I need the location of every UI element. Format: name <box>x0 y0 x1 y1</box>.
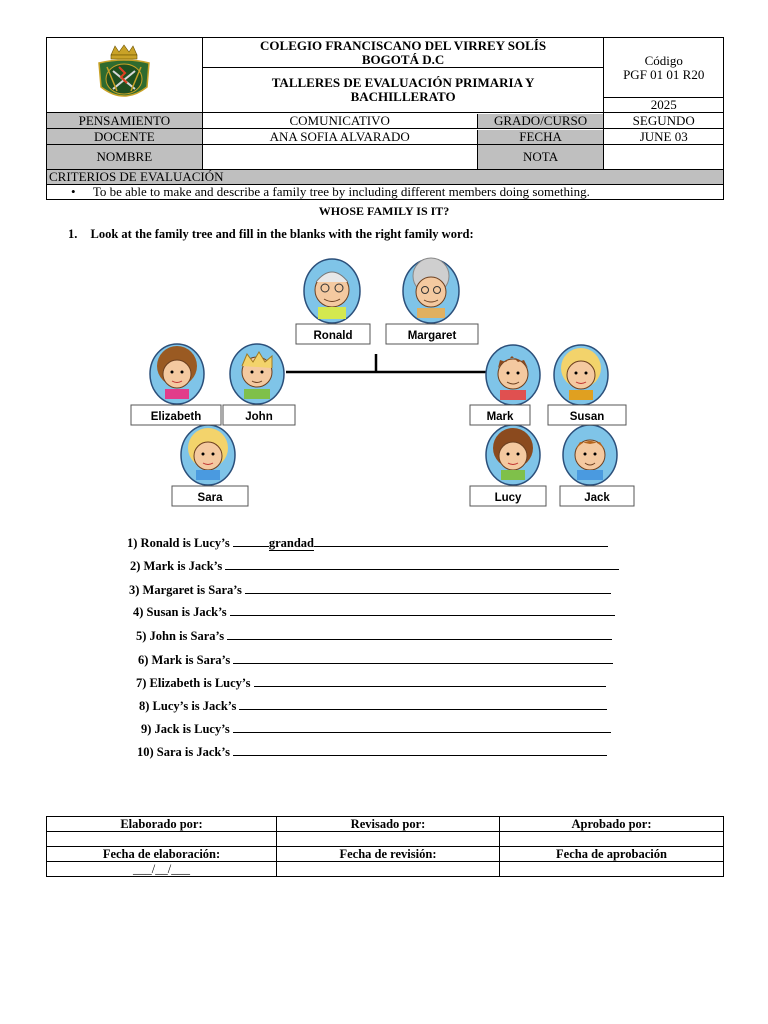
workshop-title: TALLERES DE EVALUACIÓN PRIMARIA Y <box>271 75 535 90</box>
pensamiento-label: PENSAMIENTO <box>47 113 203 129</box>
header-table <box>46 37 724 200</box>
bullet: • <box>71 184 76 199</box>
mark-portrait <box>486 345 540 405</box>
fecha-elaboracion-label: Fecha de elaboración: <box>47 847 277 862</box>
label-ronald: Ronald <box>313 330 353 342</box>
school-crest-icon <box>89 43 159 105</box>
tree-lines <box>286 354 497 372</box>
instruction <box>68 227 474 242</box>
answer-1[interactable]: grandad <box>268 536 314 550</box>
label-mark: Mark <box>486 411 514 423</box>
question-4: 4) Susan is Jack’s <box>133 603 615 620</box>
code-label: Código <box>644 52 683 68</box>
elaborado-label: Elaborado por: <box>47 817 277 832</box>
school-city: BOGOTÁ D.C <box>361 51 445 67</box>
answer-7[interactable] <box>254 674 606 687</box>
label-sara: Sara <box>197 492 223 504</box>
lucy-portrait <box>486 425 540 485</box>
fecha-value: JUNE 03 <box>604 129 724 145</box>
susan-portrait <box>554 345 608 405</box>
nombre-field[interactable] <box>203 145 478 169</box>
question-9: 9) Jack is Lucy’s <box>141 720 611 737</box>
elaborado-field[interactable] <box>47 832 277 847</box>
fecha-elaboracion-field[interactable]: ___/__/___ <box>47 862 277 877</box>
answer-6[interactable] <box>233 651 613 664</box>
label-elizabeth: Elizabeth <box>150 411 202 423</box>
aprobado-field[interactable] <box>500 832 724 847</box>
label-margaret: Margaret <box>407 330 457 342</box>
school-name: COLEGIO FRANCISCANO DEL VIRREY SOLÍS <box>260 37 547 53</box>
question-5: 5) John is Sara’s <box>136 627 612 644</box>
criterio-text: To be able to make and describe a family tree by including different members doing something. <box>92 184 590 199</box>
code-value: PGF 01 01 R20 <box>623 66 705 82</box>
pensamiento-value: COMUNICATIVO <box>203 114 478 128</box>
answer-5[interactable] <box>227 627 612 640</box>
fecha-label: FECHA <box>477 130 603 144</box>
ronald-portrait <box>304 259 360 323</box>
answer-9[interactable] <box>233 720 611 733</box>
nota-field[interactable] <box>604 145 724 170</box>
john-portrait <box>230 344 284 404</box>
jack-portrait <box>563 425 617 485</box>
year-cell: 2025 <box>604 98 724 113</box>
label-susan: Susan <box>569 411 605 423</box>
grado-value: SEGUNDO <box>604 113 724 129</box>
question-7: 7) Elizabeth is Lucy’s <box>136 674 606 691</box>
question-8: 8) Lucy’s is Jack’s <box>139 697 607 714</box>
label-john: John <box>245 411 273 423</box>
answer-10[interactable] <box>233 743 607 756</box>
criterios-label: CRITERIOS DE EVALUACIÓN <box>47 170 724 185</box>
grado-label: GRADO/CURSO <box>477 114 603 128</box>
answer-3[interactable] <box>245 581 611 594</box>
nombre-label: NOMBRE <box>47 145 203 170</box>
fecha-revision-field[interactable] <box>277 862 500 877</box>
question-6: 6) Mark is Sara’s <box>138 651 613 668</box>
fecha-revision-label: Fecha de revisión: <box>277 847 500 862</box>
criterio-item <box>47 185 724 200</box>
worksheet-title: WHOSE FAMILY IS IT? <box>318 204 450 218</box>
instruction-number: 1. <box>68 227 78 241</box>
revisado-label: Revisado por: <box>277 817 500 832</box>
label-lucy: Lucy <box>494 492 522 504</box>
margaret-portrait <box>403 258 459 323</box>
workshop-subtitle: BACHILLERATO <box>350 89 456 104</box>
question-1: 1) Ronald is Lucy’s grandad <box>127 534 608 551</box>
approval-table <box>46 816 724 877</box>
answer-8[interactable] <box>239 697 607 710</box>
question-3: 3) Margaret is Sara’s <box>129 581 611 598</box>
family-tree <box>120 254 640 512</box>
question-10: 10) Sara is Jack’s <box>137 743 607 760</box>
elizabeth-portrait <box>150 344 204 404</box>
nota-label: NOTA <box>477 145 603 169</box>
instruction-text: Look at the family tree and fill in the blanks with the right family word: <box>90 227 474 241</box>
fecha-aprobacion-label: Fecha de aprobación <box>500 847 724 862</box>
answer-4[interactable] <box>230 603 615 616</box>
revisado-field[interactable] <box>277 832 500 847</box>
docente-label: DOCENTE <box>47 129 203 145</box>
label-jack: Jack <box>584 492 610 504</box>
aprobado-label: Aprobado por: <box>500 817 724 832</box>
fecha-aprobacion-field[interactable] <box>500 862 724 877</box>
sara-portrait <box>181 425 235 485</box>
docente-value: ANA SOFIA ALVARADO <box>203 130 478 144</box>
question-2: 2) Mark is Jack’s <box>130 557 619 574</box>
answer-2[interactable] <box>225 557 619 570</box>
school-logo-cell <box>47 38 203 113</box>
